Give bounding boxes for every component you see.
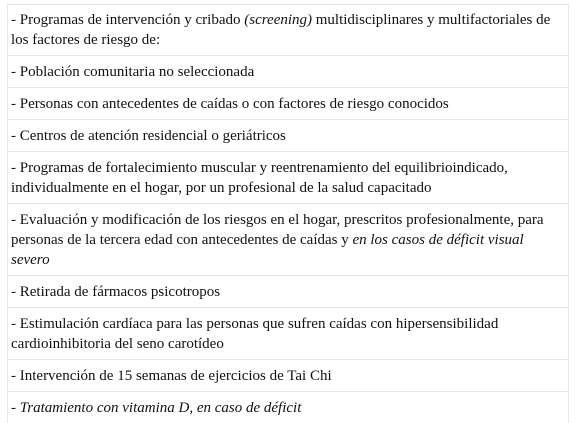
table-row-screening-programs	[7, 5, 569, 56]
table-row-residential-care	[7, 120, 569, 152]
row-text: - Personas con antecedentes de caídas o con factores de riesgo conocidos	[11, 96, 449, 112]
row-text-italic: en los casos de déficit visual severo	[11, 232, 524, 268]
row-text: - Programas de intervención y cribado	[11, 12, 245, 28]
row-text: - Población comunitaria no seleccionada	[11, 64, 255, 80]
row-text: - Estimulación cardíaca para las personas que sufren caídas con hipersensibilidad cardioinhibitoria del seno carotídeo	[11, 316, 499, 352]
row-text: - Intervención de 15 semanas de ejercicios de Tai Chi	[11, 368, 332, 384]
table-row-psychotropic-withdrawal	[7, 276, 569, 308]
row-text: - Programas de fortalecimiento muscular y reentrenamiento del equilibrioindicado, individualmente en el hogar, por un profesional de la salud capacitado	[11, 160, 508, 196]
table-row-fall-history	[7, 88, 569, 120]
row-text-italic: Tratamiento con vitamina D, en caso de déficit	[19, 400, 302, 416]
table-row-community-population	[7, 56, 569, 88]
table-row-muscle-strengthening	[7, 152, 569, 204]
row-text: multidisciplinares y multifactoriales de los factores de riesgo de:	[11, 12, 551, 48]
row-text: - Centros de atención residencial o geriátricos	[11, 128, 286, 144]
row-text: -	[11, 400, 20, 416]
table-row-cardiac-pacing	[7, 308, 569, 360]
table-row-vitamin-d	[7, 392, 569, 423]
row-text: - Retirada de fármacos psicotropos	[11, 284, 221, 300]
table-row-tai-chi	[7, 360, 569, 392]
table-row-home-hazard-assessment	[7, 204, 569, 276]
interventions-table	[7, 4, 569, 423]
row-text-italic: (screening)	[244, 12, 313, 28]
row-text: - Evaluación y modificación de los riesgos en el hogar, prescritos profesionalmente, para personas de la tercera edad con antecedentes de caídas y	[11, 212, 544, 248]
